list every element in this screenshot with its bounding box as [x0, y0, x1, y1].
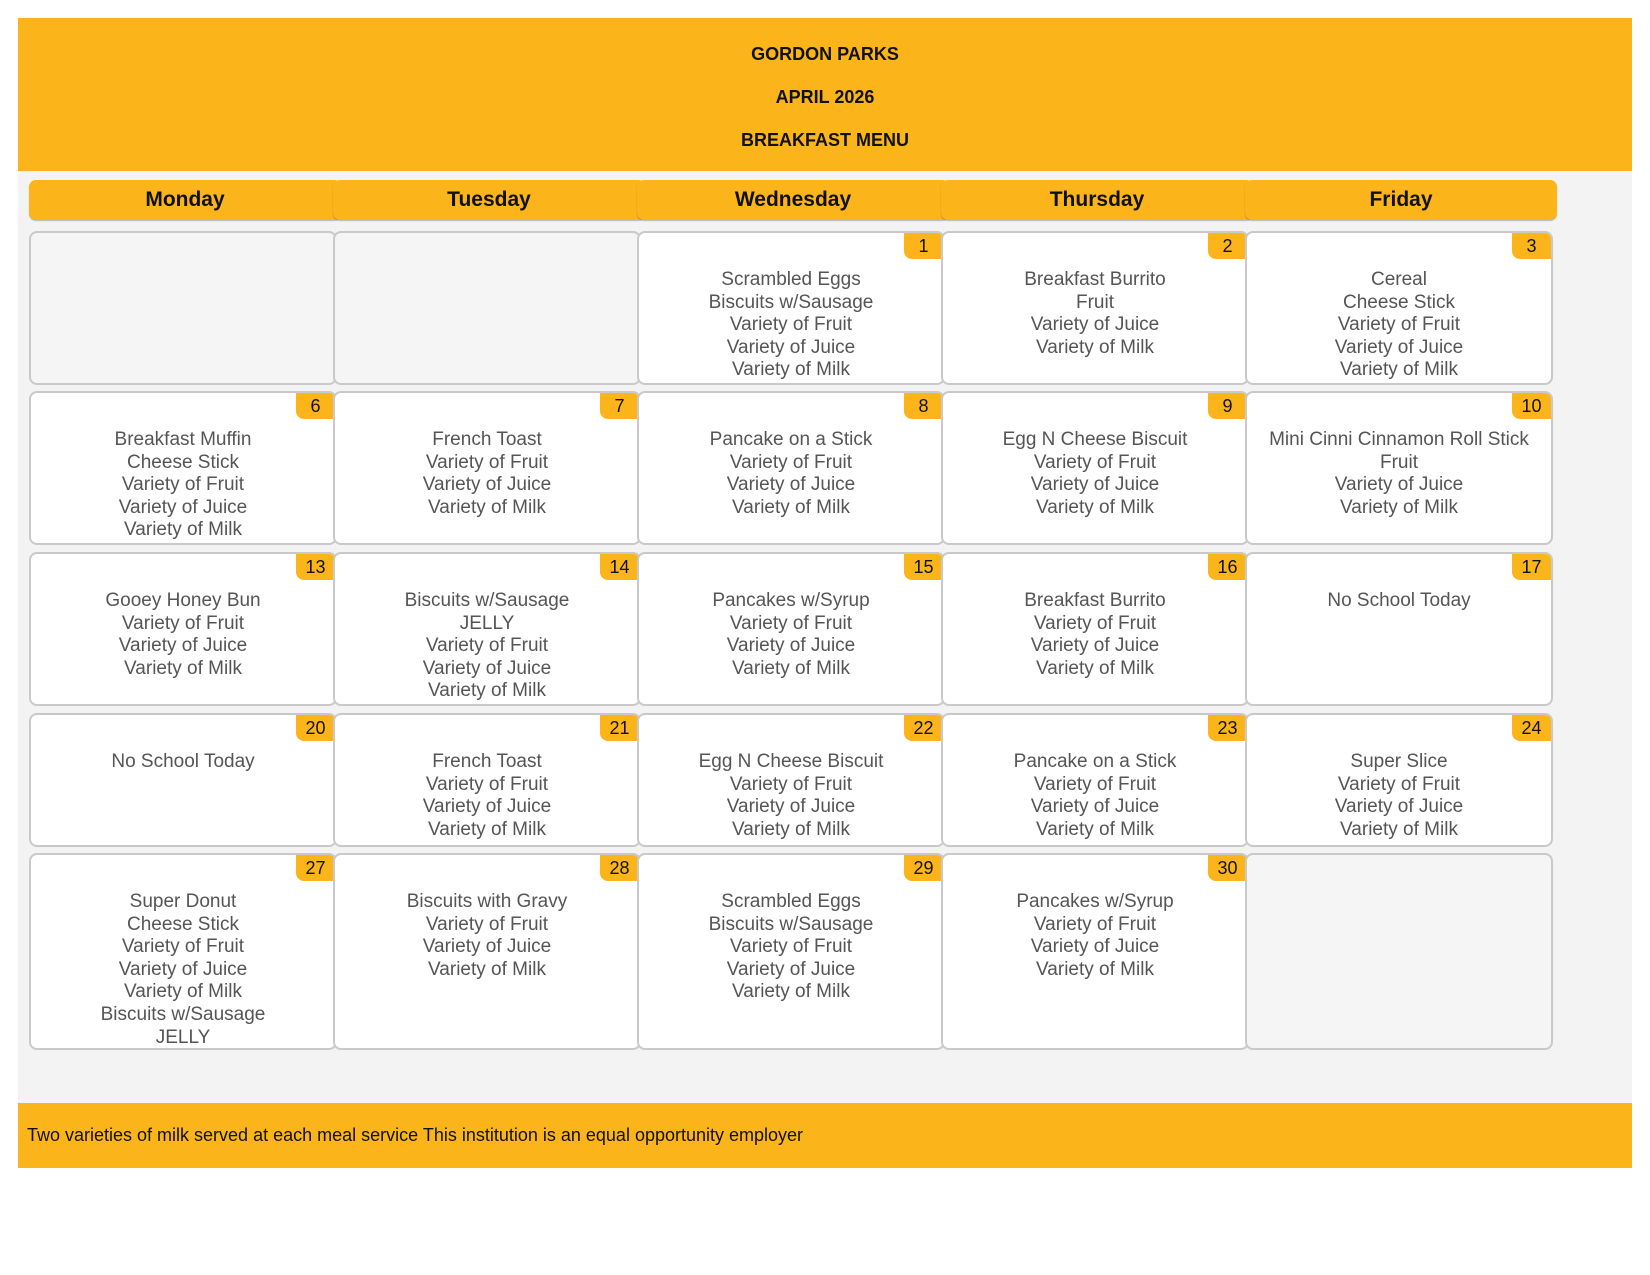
date-badge: 16: [1208, 554, 1247, 580]
menu-items: [1247, 269, 1551, 382]
date-badge: 6: [296, 393, 335, 419]
school-name: GORDON PARKS: [751, 44, 899, 64]
menu-item: Variety of Milk: [732, 981, 850, 1003]
menu-item: Variety of Fruit: [425, 451, 549, 473]
menu-item: Variety of Fruit: [1337, 773, 1461, 795]
menu-item: Variety of Fruit: [1337, 314, 1461, 336]
menu-item: Variety of Milk: [1036, 818, 1154, 840]
menu-item: Variety of Juice: [726, 635, 856, 657]
menu-item: Variety of Milk: [732, 359, 850, 381]
menu-item: Variety of Fruit: [425, 773, 549, 795]
menu-items: [1247, 429, 1551, 519]
menu-item: Variety of Juice: [1030, 314, 1160, 336]
menu-item: Variety of Milk: [1036, 496, 1154, 518]
menu-item: Variety of Juice: [1334, 474, 1464, 496]
menu-item: Egg N Cheese Biscuit: [1002, 429, 1188, 450]
menu-item: Variety of Juice: [1030, 474, 1160, 496]
day-cell: [333, 853, 641, 1050]
day-header-thursday: Thursday: [941, 180, 1253, 220]
day-cell: [29, 231, 337, 385]
menu-items: [335, 590, 639, 703]
day-cell: [29, 713, 337, 847]
date-badge: 28: [600, 855, 639, 881]
date-badge: 20: [296, 715, 335, 741]
menu-item: Variety of Fruit: [1033, 451, 1157, 473]
date-badge: 3: [1512, 233, 1551, 259]
menu-item: Variety of Fruit: [729, 314, 853, 336]
menu-item: Variety of Fruit: [121, 936, 245, 958]
menu-item: Biscuits w/Sausage: [708, 913, 874, 935]
day-cell: [941, 713, 1249, 847]
menu-items: [335, 751, 639, 841]
menu-item: JELLY: [155, 1026, 211, 1048]
date-badge: 27: [296, 855, 335, 881]
menu-item: Variety of Fruit: [729, 612, 853, 634]
menu-page: [18, 18, 1632, 1168]
menu-item: Variety of Milk: [1036, 336, 1154, 358]
menu-item: Variety of Juice: [726, 336, 856, 358]
day-cell: [941, 231, 1249, 385]
menu-item: Variety of Milk: [124, 519, 242, 541]
day-cell: [637, 713, 945, 847]
menu-item: Variety of Milk: [428, 496, 546, 518]
menu-item: Variety of Milk: [732, 818, 850, 840]
menu-items: [639, 429, 943, 519]
day-cell: [29, 853, 337, 1050]
menu-items: [31, 429, 335, 542]
footer-note: Two varieties of milk served at each meal service This institution is an equal opportunity employer: [27, 1125, 804, 1145]
date-badge: 7: [600, 393, 639, 419]
menu-item: Variety of Milk: [1036, 657, 1154, 679]
menu-item: Pancake on a Stick: [709, 429, 873, 450]
date-badge: 9: [1208, 393, 1247, 419]
day-cell: [637, 391, 945, 545]
date-badge: 14: [600, 554, 639, 580]
day-cell: [637, 853, 945, 1050]
date-badge: 30: [1208, 855, 1247, 881]
day-cell: [1245, 552, 1553, 706]
menu-items: [1247, 590, 1551, 613]
menu-item: Variety of Fruit: [121, 474, 245, 496]
menu-item: Variety of Juice: [726, 958, 856, 980]
day-cell: [1245, 713, 1553, 847]
day-header-tuesday: Tuesday: [333, 180, 645, 220]
date-badge: 22: [904, 715, 943, 741]
menu-items: [31, 751, 335, 774]
menu-items: [639, 590, 943, 680]
menu-item: Variety of Milk: [1340, 359, 1458, 381]
menu-item: Cheese Stick: [127, 913, 239, 935]
menu-items: [943, 429, 1247, 519]
date-badge: 1: [904, 233, 943, 259]
menu-item: Variety of Milk: [124, 657, 242, 679]
menu-item: Cheese Stick: [127, 451, 239, 473]
menu-item: Cheese Stick: [1343, 291, 1455, 313]
menu-item: Variety of Fruit: [729, 936, 853, 958]
weekday-header-row: [29, 180, 1623, 222]
menu-item: Variety of Milk: [428, 818, 546, 840]
menu-item: Scrambled Eggs: [721, 891, 861, 912]
date-badge: 29: [904, 855, 943, 881]
day-header-wednesday: Wednesday: [637, 180, 949, 220]
menu-item: Variety of Juice: [118, 635, 248, 657]
date-badge: 2: [1208, 233, 1247, 259]
date-badge: 10: [1512, 393, 1551, 419]
menu-item: Variety of Milk: [1036, 958, 1154, 980]
menu-items: [943, 269, 1247, 359]
menu-items: [639, 269, 943, 382]
day-cell: [333, 552, 641, 706]
menu-item: Fruit: [1380, 451, 1418, 473]
date-badge: 8: [904, 393, 943, 419]
menu-item: Variety of Juice: [422, 796, 552, 818]
menu-items: [1247, 751, 1551, 841]
menu-item: Variety of Fruit: [729, 451, 853, 473]
day-cell: [1245, 391, 1553, 545]
menu-item: Variety of Fruit: [1033, 612, 1157, 634]
menu-items: [943, 891, 1247, 981]
day-header-friday: Friday: [1245, 180, 1557, 220]
menu-item: Variety of Juice: [1334, 336, 1464, 358]
menu-item: Variety of Fruit: [425, 635, 549, 657]
menu-item: Breakfast Burrito: [1024, 269, 1166, 290]
menu-item: Breakfast Burrito: [1024, 590, 1166, 611]
calendar-grid: [29, 231, 1623, 1111]
day-header-monday: Monday: [29, 180, 341, 220]
menu-item: Variety of Fruit: [425, 913, 549, 935]
menu-items: [639, 891, 943, 1004]
menu-item: Variety of Milk: [1340, 818, 1458, 840]
day-cell: [333, 713, 641, 847]
menu-item: Variety of Juice: [726, 474, 856, 496]
menu-item: Variety of Milk: [428, 680, 546, 702]
day-cell: [637, 552, 945, 706]
menu-item: Mini Cinni Cinnamon Roll Stick: [1269, 429, 1529, 450]
menu-item: Variety of Fruit: [1033, 913, 1157, 935]
menu-item: Variety of Fruit: [121, 612, 245, 634]
menu-item: Cereal: [1371, 269, 1427, 290]
menu-items: [943, 590, 1247, 680]
date-badge: 17: [1512, 554, 1551, 580]
menu-item: Pancakes w/Syrup: [712, 590, 870, 611]
menu-item: Pancake on a Stick: [1013, 751, 1177, 772]
date-badge: 13: [296, 554, 335, 580]
day-cell: [637, 231, 945, 385]
menu-item: Pancakes w/Syrup: [1016, 891, 1174, 912]
menu-item: Variety of Milk: [428, 958, 546, 980]
menu-item: Gooey Honey Bun: [105, 590, 261, 611]
day-cell: [29, 552, 337, 706]
menu-item: Variety of Juice: [1334, 796, 1464, 818]
menu-title: BREAKFAST MENU: [740, 130, 909, 150]
menu-item: Variety of Juice: [118, 958, 248, 980]
menu-item: Variety of Juice: [422, 474, 552, 496]
menu-item: Fruit: [1076, 291, 1114, 313]
menu-item: Variety of Juice: [1030, 936, 1160, 958]
menu-item: Biscuits w/Sausage: [404, 590, 570, 611]
menu-item: Variety of Juice: [1030, 796, 1160, 818]
menu-item: JELLY: [459, 612, 515, 634]
date-badge: 15: [904, 554, 943, 580]
menu-item: Variety of Milk: [732, 657, 850, 679]
date-badge: 21: [600, 715, 639, 741]
date-badge: 24: [1512, 715, 1551, 741]
day-cell: [333, 391, 641, 545]
day-cell: [941, 552, 1249, 706]
menu-item: Variety of Milk: [732, 496, 850, 518]
menu-item: Variety of Milk: [1340, 496, 1458, 518]
menu-items: [335, 429, 639, 519]
menu-item: No School Today: [1327, 590, 1471, 611]
menu-item: Scrambled Eggs: [721, 269, 861, 290]
menu-item: Variety of Juice: [726, 796, 856, 818]
menu-item: Biscuits w/Sausage: [708, 291, 874, 313]
menu-items: [639, 751, 943, 841]
day-cell: [29, 391, 337, 545]
day-cell: [1245, 231, 1553, 385]
menu-item: No School Today: [111, 751, 255, 772]
menu-item: Variety of Juice: [1030, 635, 1160, 657]
menu-item: French Toast: [432, 429, 542, 450]
day-cell: [333, 231, 641, 385]
menu-item: Super Slice: [1350, 751, 1448, 772]
menu-item: Breakfast Muffin: [114, 429, 252, 450]
menu-items: [31, 590, 335, 680]
day-cell: [941, 853, 1249, 1050]
day-cell: [1245, 853, 1553, 1050]
menu-item: Biscuits w/Sausage: [100, 1003, 266, 1025]
menu-item: Variety of Milk: [124, 981, 242, 1003]
menu-item: Biscuits with Gravy: [406, 891, 568, 912]
footer-banner: [18, 1103, 1632, 1168]
menu-item: Variety of Fruit: [729, 773, 853, 795]
month-title: APRIL 2026: [775, 87, 875, 107]
menu-items: [943, 751, 1247, 841]
menu-items: [31, 891, 335, 1049]
menu-item: Variety of Fruit: [1033, 773, 1157, 795]
menu-item: Super Donut: [129, 891, 237, 912]
menu-item: Variety of Juice: [422, 936, 552, 958]
menu-item: Variety of Juice: [422, 657, 552, 679]
date-badge: 23: [1208, 715, 1247, 741]
menu-items: [335, 891, 639, 981]
menu-item: French Toast: [432, 751, 542, 772]
header-banner: [18, 18, 1632, 171]
day-cell: [941, 391, 1249, 545]
menu-item: Variety of Juice: [118, 496, 248, 518]
menu-item: Egg N Cheese Biscuit: [698, 751, 884, 772]
